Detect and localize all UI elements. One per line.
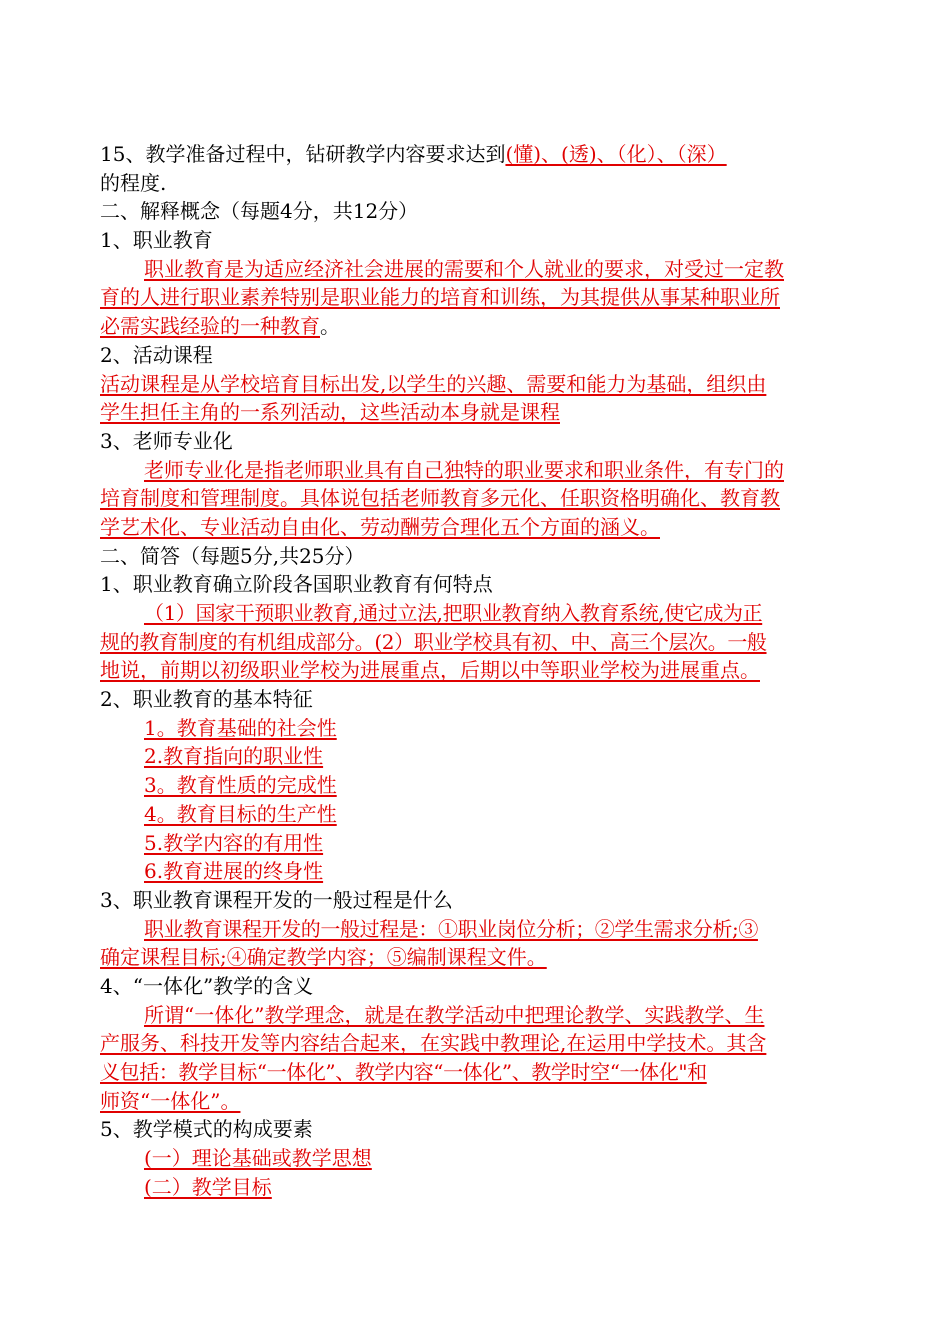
short-3-answer-line: 确定课程目标;④确定教学内容；⑤编制课程文件。 bbox=[100, 945, 547, 970]
feature-item: 5.教学内容的有用性 bbox=[144, 830, 324, 855]
short-1-question: 1、职业教育确立阶段各国职业教育有何特点 bbox=[100, 572, 493, 597]
concept-2-answer-line: 活动课程是从学校培育目标出发,以学生的兴趣、需要和能力为基础，组织由 bbox=[100, 371, 767, 396]
concept-3-answer-line: 学艺术化、专业活动自由化、劳动酬劳合理化五个方面的涵义。 bbox=[100, 514, 660, 539]
feature-item: 3。教育性质的完成性 bbox=[144, 773, 337, 798]
concept-3-question: 3、老师专业化 bbox=[100, 428, 233, 453]
concept-1-answer-line: 育的人进行职业素养特别是职业能力的培育和训练，为其提供从事某种职业所 bbox=[100, 285, 780, 310]
short-2-question: 2、职业教育的基本特征 bbox=[100, 687, 313, 712]
concept-1-question: 1、职业教育 bbox=[100, 228, 213, 253]
q15-line bbox=[100, 140, 852, 169]
section3-title: 二、简答（每题5分,共25分） bbox=[100, 543, 365, 568]
short-4-answer-line: 义包括：教学目标“一体化”、教学内容“一体化”、教学时空“一体化"和 bbox=[100, 1060, 707, 1084]
short-1-answer-line: （1）国家干预职业教育,通过立法,把职业教育纳入教育系统,使它成为正 bbox=[144, 601, 763, 625]
short-4-answer-line: 所谓“一体化”教学理念，就是在教学活动中把理论教学、实践教学、生 bbox=[144, 1002, 765, 1027]
feature-item: 6.教育进展的终身性 bbox=[144, 859, 324, 884]
short-4-question: 4、“一体化”教学的含义 bbox=[100, 973, 314, 998]
q15-prefix: 15、教学准备过程中，钻研教学内容要求达到 bbox=[100, 142, 506, 166]
short-3-answer-line: 职业教育课程开发的一般过程是：①职业岗位分析；②学生需求分析;③ bbox=[144, 916, 758, 941]
concept-1-answer-line: 必需实践经验的一种教育。 bbox=[100, 314, 340, 339]
concept-3-answer-line: 老师专业化是指老师职业具有自己独特的职业要求和职业条件，有专门的 bbox=[144, 457, 784, 482]
short-3-question: 3、职业教育课程开发的一般过程是什么 bbox=[100, 887, 453, 912]
concept-1-answer-line: 职业教育是为适应经济社会进展的需要和个人就业的要求，对受过一定教 bbox=[144, 256, 784, 281]
concept-2-answer-line: 学生担任主角的一系列活动，这些活动本身就是课程 bbox=[100, 400, 560, 425]
concept-3-answer-line: 培育制度和管理制度。具体说包括老师教育多元化、任职资格明确化、教育教 bbox=[100, 486, 780, 511]
short-4-answer-line: 产服务、科技开发等内容结合起来，在实践中教理论,在运用中学技术。其含 bbox=[100, 1031, 767, 1056]
feature-item: 4。教育目标的生产性 bbox=[144, 801, 337, 826]
element-item: (二）教学目标 bbox=[144, 1174, 272, 1199]
element-item: (一）理论基础或教学思想 bbox=[144, 1146, 372, 1171]
feature-item: 1。教育基础的社会性 bbox=[144, 715, 337, 740]
q15-answer: (懂)、(透)、（化）、（深） bbox=[505, 142, 727, 166]
short-5-question: 5、教学模式的构成要素 bbox=[100, 1117, 313, 1142]
feature-item: 2.教育指向的职业性 bbox=[144, 744, 324, 769]
concept-2-question: 2、活动课程 bbox=[100, 342, 213, 367]
document-page bbox=[100, 140, 852, 1201]
section2-title: 二、解释概念（每题4分，共12分） bbox=[100, 199, 419, 224]
short-1-answer-line: 规的教育制度的有机组成部分。(2）职业学校具有初、中、高三个层次。一般 bbox=[100, 629, 767, 654]
short-1-answer-line: 地说，前期以初级职业学校为进展重点，后期以中等职业学校为进展重点。 bbox=[100, 658, 760, 683]
short-4-answer-line: 师资“一体化”。 bbox=[100, 1088, 241, 1113]
q15-suffix: 的程度. bbox=[100, 170, 167, 195]
